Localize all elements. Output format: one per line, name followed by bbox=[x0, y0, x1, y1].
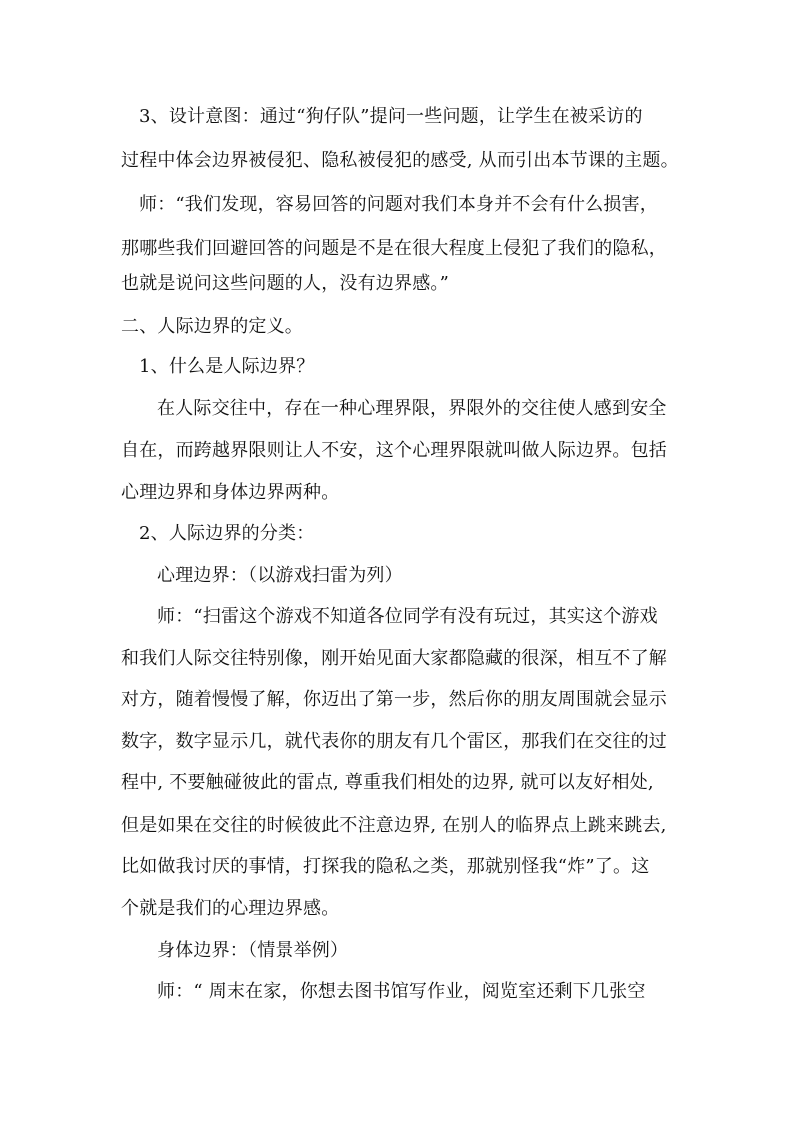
paragraph-line: 师：“ 周末在家，你想去图书馆写作业，阅览室还剩下几张空 bbox=[157, 981, 646, 1002]
paragraph-line: 数字，数字显示几，就代表你的朋友有几个雷区，那我们在交往的过 bbox=[121, 731, 667, 752]
paragraph-line: 心理边界和身体边界两种。 bbox=[121, 482, 340, 503]
paragraph-line: 那哪些我们回避回答的问题是不是在很大程度上侵犯了我们的隐私， bbox=[121, 238, 667, 259]
paragraph-line: 但是如果在交往的时候彼此不注意边界, 在别人的临界点上跳来跳去, bbox=[121, 815, 667, 836]
paragraph-line: 3、设计意图：通过“狗仔队”提问一些问题，让学生在被采访的 bbox=[139, 106, 643, 127]
paragraph-line: 程中, 不要触碰彼此的雷点, 尊重我们相处的边界, 就可以友好相处, bbox=[121, 772, 654, 793]
paragraph-line: 对方，随着慢慢了解，你迈出了第一步，然后你的朋友周围就会显示 bbox=[121, 689, 667, 710]
subsection-heading: 2、人际边界的分类： bbox=[139, 523, 315, 544]
paragraph-line: 在人际交往中，存在一种心理界限，界限外的交往使人感到安全 bbox=[157, 398, 667, 419]
paragraph-line: 和我们人际交往特别像，刚开始见面大家都隐藏的很深，相互不了解 bbox=[121, 648, 667, 669]
paragraph-line: 个就是我们的心理边界感。 bbox=[121, 898, 340, 919]
paragraph-line: 心理边界：（以游戏扫雷为列） bbox=[157, 565, 403, 586]
section-heading: 二、人际边界的定义。 bbox=[121, 316, 303, 337]
paragraph-line: 也就是说问这些问题的人，没有边界感。” bbox=[121, 273, 450, 294]
paragraph-line: 自在，而跨越界限则让人不安，这个心理界限就叫做人际边界。包括 bbox=[121, 440, 667, 461]
paragraph-line: 师：“扫雷这个游戏不知道各位同学有没有玩过，其实这个游戏 bbox=[157, 606, 658, 627]
paragraph-line: 比如做我讨厌的事情，打探我的隐私之类，那就别怪我“炸”了。这 bbox=[121, 856, 650, 877]
paragraph-line: 身体边界：（情景举例） bbox=[157, 940, 349, 961]
paragraph-line: 师：“我们发现，容易回答的问题对我们本身并不会有什么损害， bbox=[139, 194, 658, 215]
paragraph-line: 过程中体会边界被侵犯、隐私被侵犯的感受, 从而引出本节课的主题。 bbox=[121, 150, 679, 171]
subsection-heading: 1、什么是人际边界？ bbox=[139, 356, 315, 377]
